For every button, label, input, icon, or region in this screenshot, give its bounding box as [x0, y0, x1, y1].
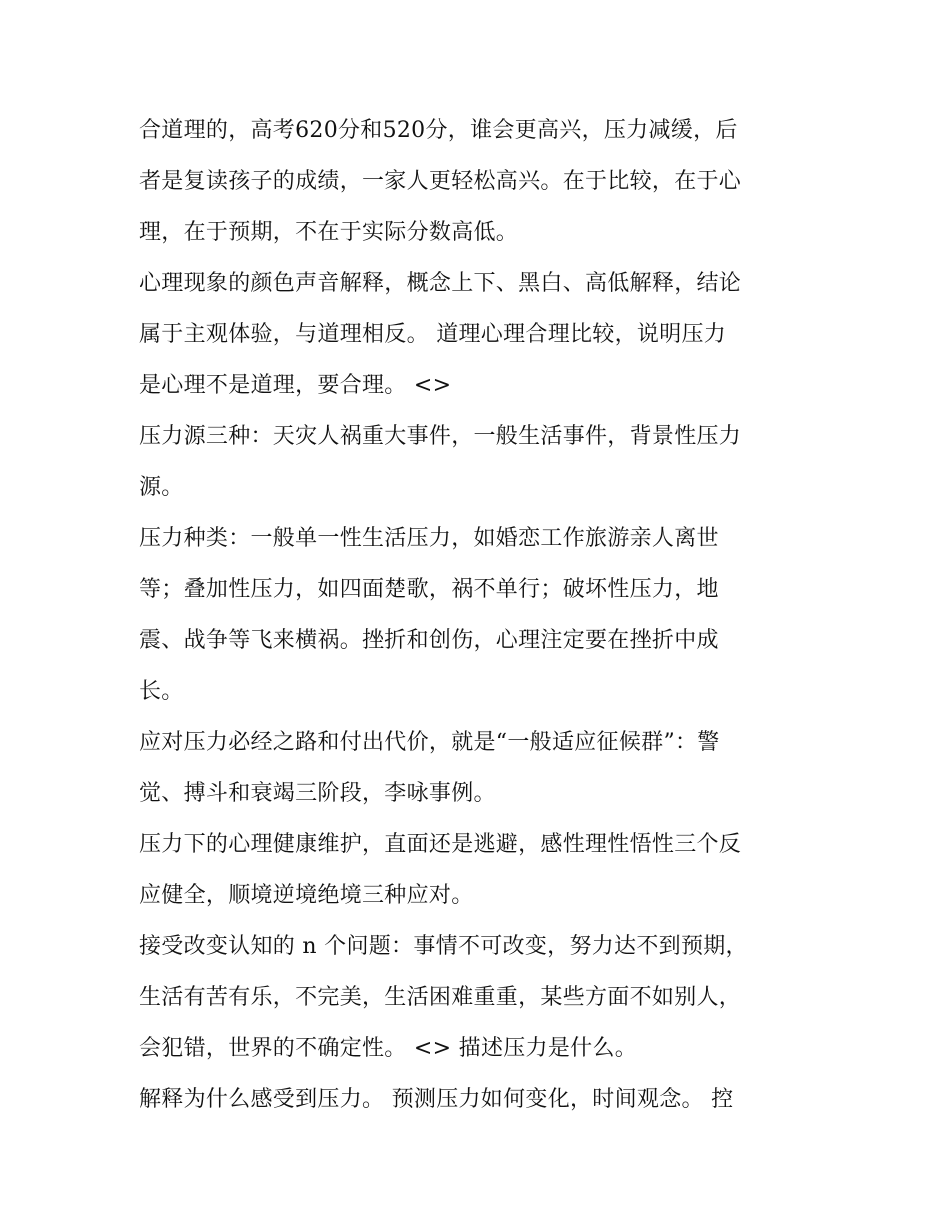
- text-line: 压力源三种：天灾人祸重大事件，一般生活事件，背景性压力: [139, 424, 742, 449]
- text-line: 震、战争等飞来横祸。挫折和创伤，心理注定要在挫折中成: [139, 628, 719, 653]
- text-line: 等；叠加性压力，如四面楚歌，祸不单行；破坏性压力，地: [139, 577, 719, 602]
- text-line: 长。: [139, 679, 184, 704]
- text-line: 解释为什么感受到压力。 预测压力如何变化，时间观念。 控: [139, 1087, 734, 1112]
- text-line: 会犯错，世界的不确定性。 <> 描述压力是什么。: [139, 1036, 638, 1061]
- text-line: 是心理不是道理，要合理。 <>: [139, 373, 452, 398]
- text-line: 觉、搏斗和衰竭三阶段，李咏事例。: [139, 781, 496, 806]
- text-line: 者是复读孩子的成绩，一家人更轻松高兴。在于比较，在于心: [139, 169, 742, 194]
- text-line: 生活有苦有乐，不完美，生活困难重重，某些方面不如别人，: [139, 985, 742, 1010]
- text-line: 应健全，顺境逆境绝境三种应对。: [139, 883, 474, 908]
- text-line: 源。: [139, 475, 184, 500]
- text-line: 压力下的心理健康维护，直面还是逃避，感性理性悟性三个反: [139, 832, 742, 857]
- text-line: 心理现象的颜色声音解释，概念上下、黑白、高低解释，结论: [139, 271, 742, 296]
- text-line: 压力种类：一般单一性生活压力，如婚恋工作旅游亲人离世: [139, 526, 719, 551]
- text-line: 属于主观体验，与道理相反。 道理心理合理比较，说明压力: [139, 322, 727, 347]
- text-line: 理，在于预期，不在于实际分数高低。: [139, 220, 519, 245]
- text-line: 合道理的，高考620分和520分，谁会更高兴，压力减缓，后: [139, 118, 738, 143]
- text-line: 应对压力必经之路和付出代价，就是“一般适应征候群”：警: [139, 730, 720, 755]
- text-line: 接受改变认知的 n 个问题：事情不可改变，努力达不到预期，: [139, 934, 748, 959]
- document-body: [139, 105, 829, 1125]
